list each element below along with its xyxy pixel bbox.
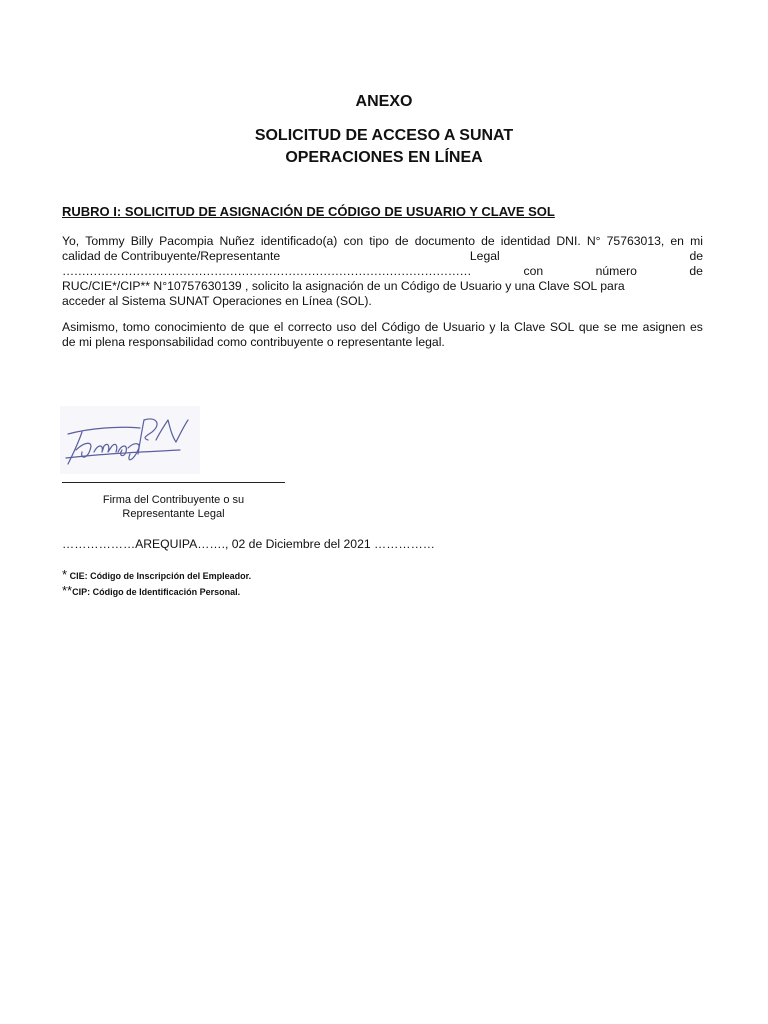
footnote-cip: [62, 583, 240, 598]
place-and-date: ………………AREQUIPA……., 02 de Diciembre del 2021 ……………: [62, 537, 435, 551]
word: que: [578, 320, 600, 334]
word: del: [360, 320, 377, 334]
request-line-2: [62, 249, 703, 264]
request-line-3: [62, 264, 703, 279]
word: Tommy: [85, 234, 125, 248]
word: calidad de Contribuyente/Representante: [62, 249, 281, 263]
word: Clave: [514, 320, 546, 334]
section-heading: RUBRO I: SOLICITUD DE ASIGNACIÓN DE CÓDIGO DE USUARIO Y CLAVE SOL: [62, 204, 555, 219]
word: con: [343, 234, 364, 248]
word: tipo: [369, 234, 389, 248]
word: identidad: [500, 234, 551, 248]
responsibility-line-2: de mi plena responsabilidad como contribuyente o representante legal.: [62, 335, 445, 349]
word: correcto: [287, 320, 332, 334]
responsibility-paragraph: [62, 320, 703, 350]
document-title-line1: SOLICITUD DE ACCESO A SUNAT: [254, 127, 514, 144]
word: número: [595, 264, 637, 278]
word: DNI.: [556, 234, 581, 248]
word: de: [481, 234, 495, 248]
word: Pacompia: [159, 234, 214, 248]
word: que: [248, 320, 270, 334]
signature-caption-line2: Representante Legal: [122, 508, 225, 520]
word: Legal: [469, 249, 500, 263]
signature-image: [60, 406, 200, 474]
word: con: [523, 264, 544, 278]
footnote-cie: [62, 567, 251, 582]
word: de: [395, 234, 409, 248]
signature-caption-line1: Firma del Contribuyente o su: [102, 494, 245, 506]
word: N°: [586, 234, 601, 248]
footnote-mark: **: [62, 583, 73, 598]
word: de: [689, 249, 703, 263]
request-line-5: acceder al Sistema SUNAT Operaciones en Línea (SOL).: [62, 294, 372, 308]
word: Yo,: [62, 234, 80, 248]
word: me: [621, 320, 639, 334]
request-paragraph: [62, 234, 703, 309]
word: tomo: [122, 320, 150, 334]
request-line-1: [62, 234, 703, 249]
word: es: [689, 320, 703, 334]
word: documento: [414, 234, 475, 248]
word: uso: [336, 320, 357, 334]
annex-label: ANEXO: [355, 93, 413, 110]
word: SOL: [549, 320, 575, 334]
word: 75763013,: [606, 234, 665, 248]
word: Asimismo,: [62, 320, 119, 334]
word: y: [489, 320, 496, 334]
responsibility-line-1: [62, 320, 703, 335]
word: se: [603, 320, 617, 334]
word: de: [230, 320, 245, 334]
word: Nuñez: [219, 234, 255, 248]
word: conocimiento: [154, 320, 227, 334]
word: en: [670, 234, 684, 248]
word: Código: [381, 320, 421, 334]
word: el: [273, 320, 284, 334]
word: de: [689, 264, 703, 278]
word: la: [500, 320, 510, 334]
request-line-4: RUC/CIE*/CIP** N°10757630139 , solicito la asignación de un Código de Usuario y una Clave SOL para: [62, 279, 625, 293]
footnote-text: CIP: Código de Identificación Personal.: [72, 587, 241, 597]
word: asignen: [642, 320, 686, 334]
word: Billy: [130, 234, 154, 248]
word: identificado(a): [260, 234, 338, 248]
dotted-blank: ……………………………………………………………………………………………: [62, 264, 472, 278]
word: Usuario: [442, 320, 485, 334]
word: mi: [690, 234, 703, 248]
footnote-text: CIE: Código de Inscripción del Empleador.: [67, 571, 252, 581]
document-title-line2: OPERACIONES EN LÍNEA: [285, 149, 483, 166]
footnote-mark: *: [62, 567, 68, 582]
word: de: [424, 320, 439, 334]
signature-line: [62, 482, 285, 483]
